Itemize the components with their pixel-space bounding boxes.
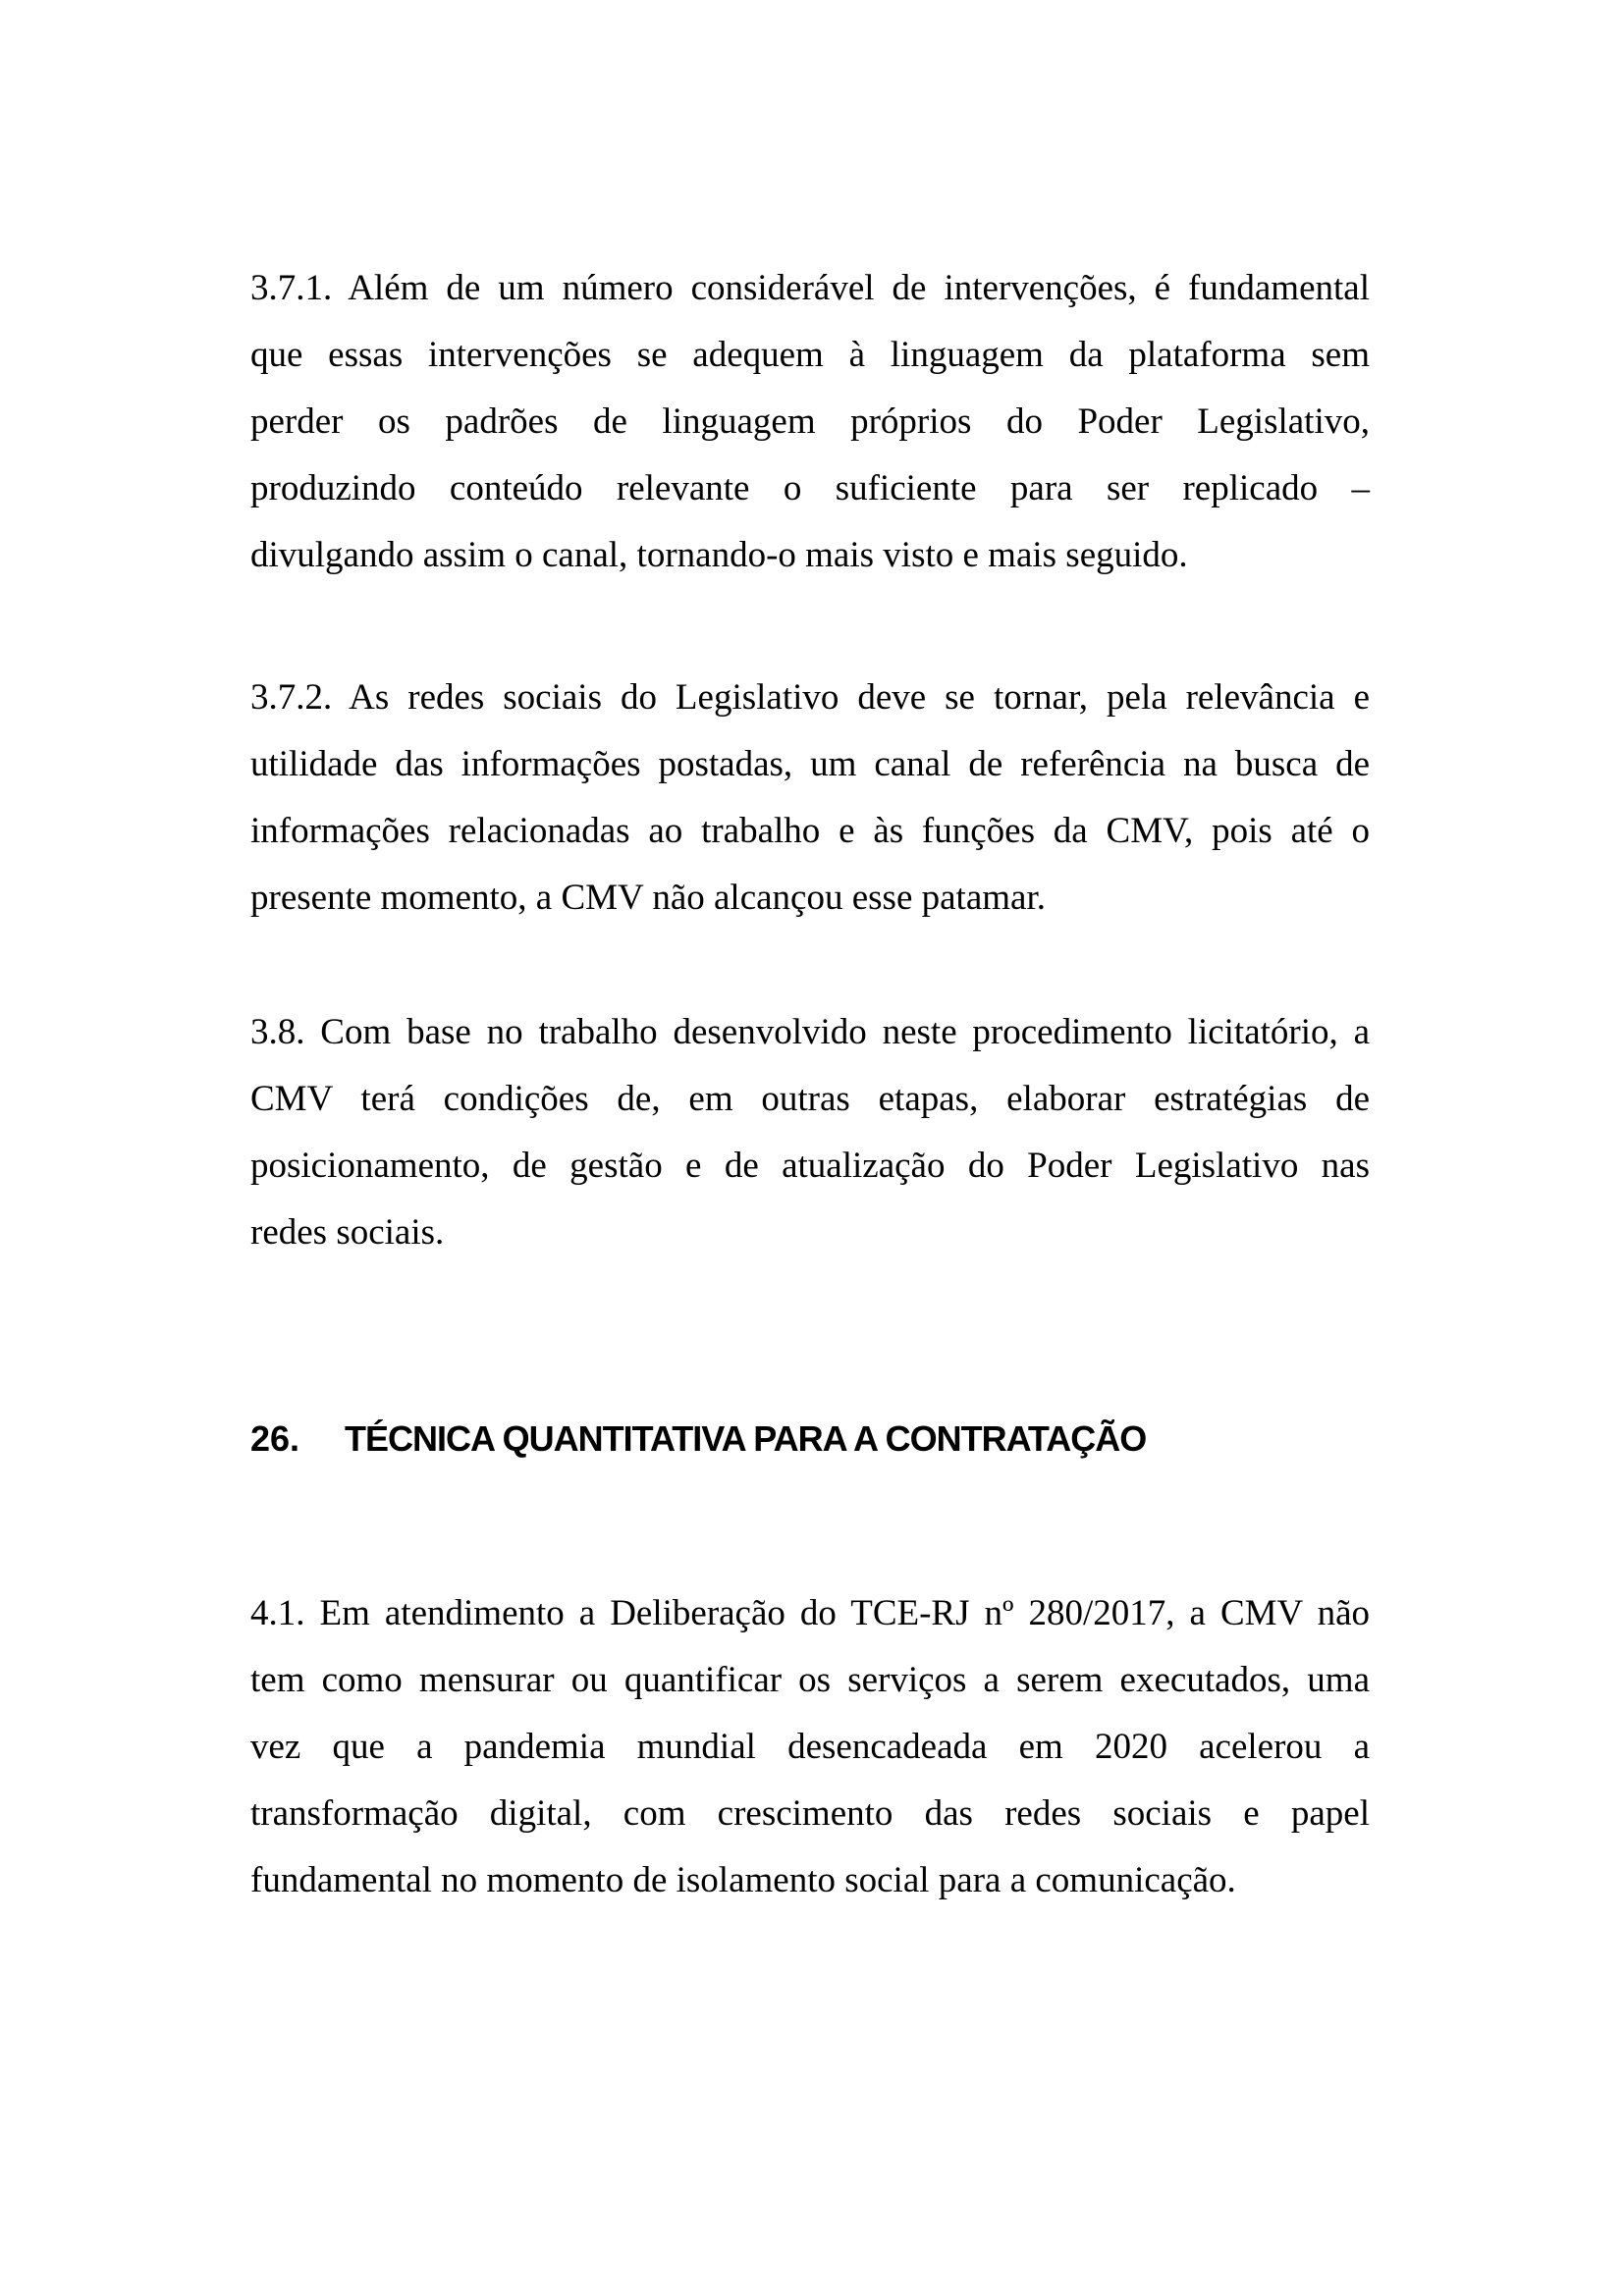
text-line: 3.7.2. As redes sociais do Legislativo deve se tornar, pela relevância e	[250, 677, 1370, 718]
section-heading	[250, 1417, 1370, 1461]
section-heading-number: 26.	[250, 1418, 300, 1459]
text-line: que essas intervenções se adequem à linguagem da plataforma sem	[250, 335, 1370, 375]
section-heading-title: TÉCNICA QUANTITATIVA PARA A CONTRATAÇÃO	[345, 1418, 1147, 1459]
text-line: redes sociais.	[250, 1212, 445, 1253]
paragraph-3-7-1-	[250, 255, 1370, 589]
text-line: informações relacionadas ao trabalho e às funções da CMV, pois até o	[250, 811, 1370, 851]
text-line: divulgando assim o canal, tornando-o mais visto e mais seguido.	[250, 535, 1188, 575]
text-line: 3.7.1. Além de um número considerável de intervenções, é fundamental	[250, 268, 1370, 308]
text-line: 4.1. Em atendimento a Deliberação do TCE-RJ nº 280/2017, a CMV não	[250, 1593, 1370, 1633]
paragraph-4-1-	[250, 1580, 1370, 1914]
text-line: transformação digital, com crescimento das redes sociais e papel	[250, 1793, 1370, 1834]
text-line: tem como mensurar ou quantificar os serviços a serem executados, uma	[250, 1660, 1370, 1700]
text-line: utilidade das informações postadas, um canal de referência na busca de	[250, 744, 1370, 784]
text-line: produzindo conteúdo relevante o suficiente para ser replicado –	[250, 468, 1370, 508]
text-line: fundamental no momento de isolamento social para a comunicação.	[250, 1860, 1236, 1900]
text-line: posicionamento, de gestão e de atualização do Poder Legislativo nas	[250, 1146, 1370, 1186]
text-line: perder os padrões de linguagem próprios do Poder Legislativo,	[250, 401, 1370, 442]
text-line: 3.8. Com base no trabalho desenvolvido neste procedimento licitatório, a	[250, 1012, 1370, 1052]
text-line: CMV terá condições de, em outras etapas, elaborar estratégias de	[250, 1079, 1370, 1119]
text-line: vez que a pandemia mundial desencadeada em 2020 acelerou a	[250, 1727, 1370, 1767]
paragraph-3-7-2-	[250, 665, 1370, 932]
paragraph-3-8-	[250, 999, 1370, 1266]
text-line: presente momento, a CMV não alcançou esse patamar.	[250, 878, 1046, 918]
